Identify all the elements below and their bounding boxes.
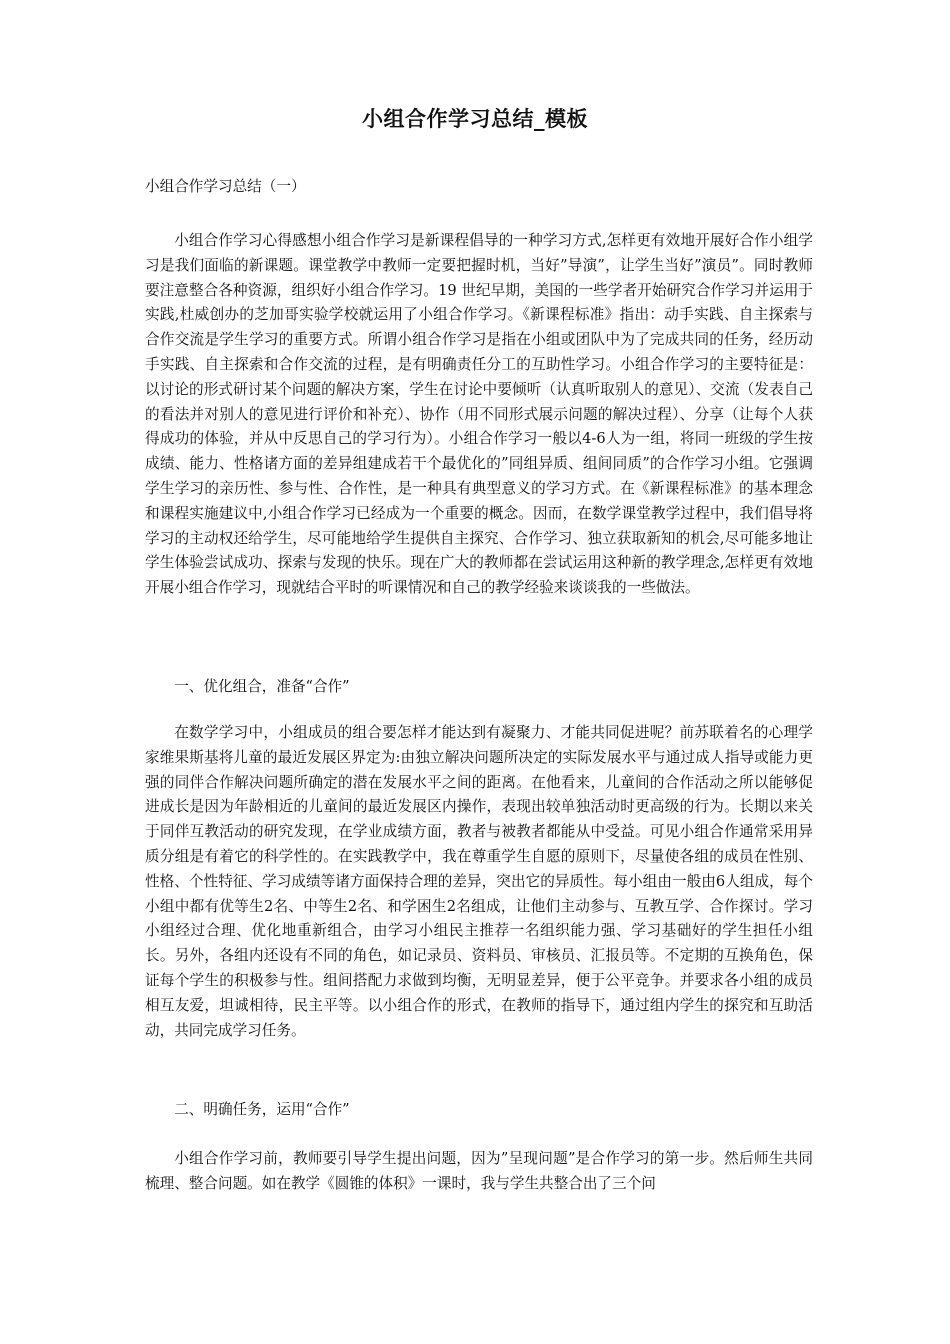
- document-title: 小组合作学习总结_模板: [362, 106, 588, 131]
- paragraph-section-2: 小组合作学习前，教师要引导学生提出问题，因为”呈现问题”是合作学习的第一步。然后师生共同梳理、整合问题。如在教学《圆锥的体积》一课时，我与学生共整合出了三个问: [145, 1150, 813, 1192]
- paragraph-intro: 小组合作学习心得感想小组合作学习是新课程倡导的一种学习方式,怎样更有效地开展好合作小组学习是我们面临的新课题。课堂教学中教师一定要把握时机，当好”导演”，让学生当好”演员”。同时教师要注意整合各种资源，组织好小组合作学习。19 世纪早期，美国的一些学者开始研究合作学习并运用于实践,杜威创办的芝加哥实验学校就运用了小组合作学习。《新课程标准》指出：动手实践、自主探索与合作交流是学生学习的重要方式。所谓小组合作学习是指在小组或团队中为了完成共同的任务，经历动手实践、自主探索和合作交流的过程，是有明确责任分工的互助性学习。小组合作学习的主要特征是：以讨论的形式研讨某个问题的解决方案，学生在讨论中要倾听（认真听取别人的意见）、交流（发表自己的看法并对别人的意见进行评价和补充）、协作（用不同形式展示问题的解决过程）、分享（让每个人获得成功的体验，并从中反思自己的学习行为）。小组合作学习一般以4-6人为一组，将同一班级的学生按成绩、能力、性格诸方面的差异组建成若干个最优化的”同组异质、组间同质”的合作学习小组。它强调学生学习的亲历性、参与性、合作性，是一种具有典型意义的学习方式。在《新课程标准》的基本理念和课程实施建议中,小组合作学习已经成为一个重要的概念。因而，在数学课堂教学过程中，我们倡导将学习的主动权还给学生，尽可能地给学生提供自主探究、合作学习、独立获取新知的机会,尽可能多地让学生体验尝试成功、探索与发现的快乐。现在广大的教师都在尝试运用这种新的教学理念,怎样更有效地开展小组合作学习，现就结合平时的听课情况和自己的教学经验来谈谈我的一些做法。: [145, 232, 813, 597]
- document-subtitle: 小组合作学习总结（一）: [145, 178, 306, 195]
- paragraph-section-1: 在数学学习中，小组成员的组合要怎样才能达到有凝聚力、才能共同促进呢？前苏联着名的心理学家维果斯基将儿童的最近发展区界定为:由独立解决问题所决定的实际发展水平与通过成人指导或能力更强的同伴合作解决问题所确定的潜在发展水平之间的距离。在他看来，儿童间的合作活动之所以能够促进成长是因为年龄相近的儿童间的最近发展区内操作，表现出较单独活动时更高级的行为。长期以来关于同伴互教活动的研究发现，在学业成绩方面，教者与被教者都能从中受益。可见小组合作通常采用异质分组是有着它的科学性的。在实践教学中，我在尊重学生自愿的原则下，尽量使各组的成员在性别、性格、个性特征、学习成绩等诸方面保持合理的差异，突出它的异质性。每小组由一般由6人组成，每个小组中都有优等生2名、中等生2名、和学困生2名组成，让他们主动参与、互教互学、合作探讨。学习小组经过合理、优化地重新组合，由学习小组民主推荐一名组织能力强、学习基础好的学生担任小组长。另外，各组内还设有不同的角色，如记录员、资料员、审核员、汇报员等。不定期的互换角色，保证每个学生的积极参与性。组间搭配力求做到均衡，无明显差异，便于公平竞争。并要求各小组的成员相互友爱，坦诚相待，民主平等。以小组合作的形式，在教师的指导下，通过组内学生的探究和互助活动，共同完成学习任务。: [145, 724, 813, 1039]
- section-heading-1: 一、优化组合，准备“合作”: [174, 678, 350, 695]
- section-heading-2: 二、明确任务，运用“合作”: [174, 1101, 350, 1118]
